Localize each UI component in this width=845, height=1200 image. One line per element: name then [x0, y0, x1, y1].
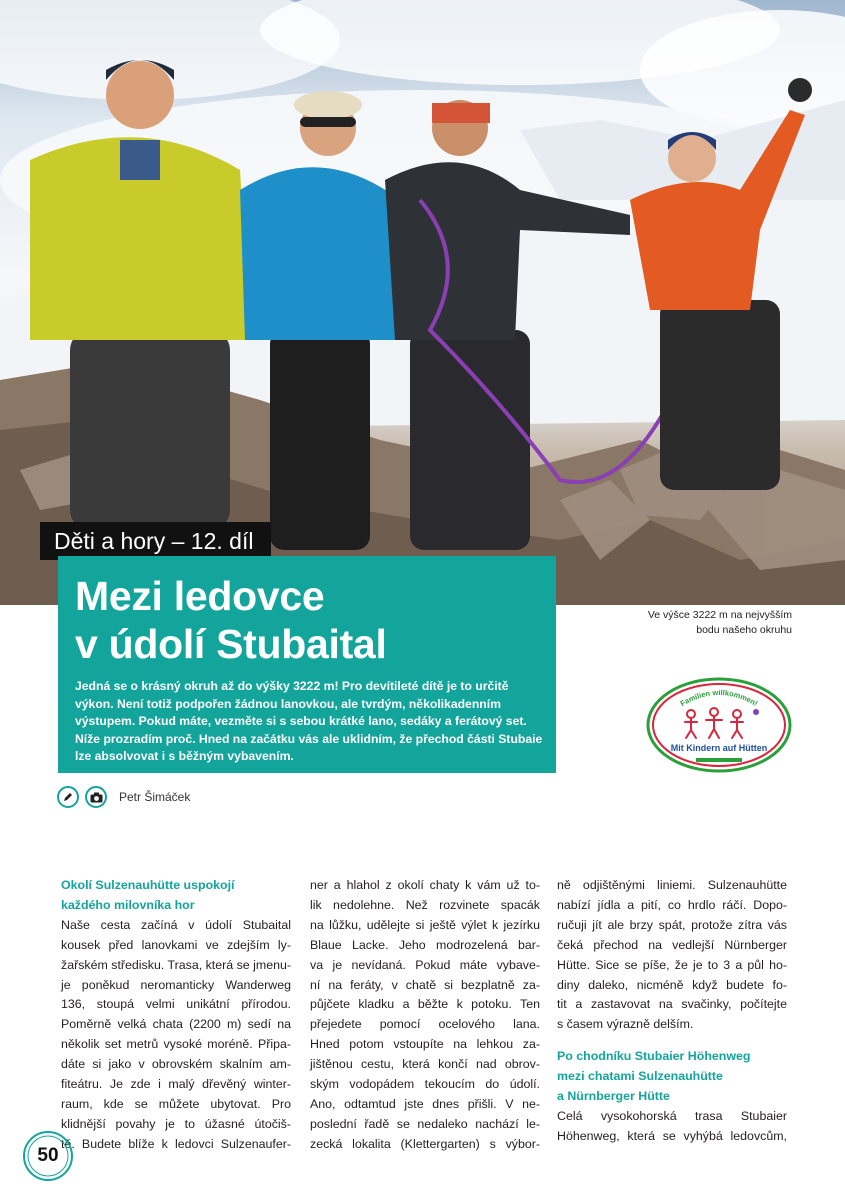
text-column-1 [61, 876, 291, 1155]
body-line: ní na feráty, v chatě si bezplatně za- [310, 977, 540, 992]
page-number: 50 [37, 1145, 59, 1166]
body-line: ručuji jít ale brzy spát, protože zítra vás [557, 917, 787, 932]
body-line: Naše cesta začíná v údolí Stubaital [61, 917, 291, 932]
body-line: dáte si jako v obrovském skalním am- [61, 1057, 291, 1072]
body-line: ně odjištěnými liniemi. Sulzenauhütte [557, 878, 787, 892]
familien-badge-logo [646, 676, 792, 774]
body-line: va je nevídaná. Pokud máte vybave- [310, 957, 540, 972]
body-line: lik nedolehne. Než rozvinete spacák [310, 897, 540, 912]
body-line: Celá vysokohorská trasa Stubaier [557, 1108, 787, 1123]
caption-line: Ve výšce 3222 m na nejvyšším [647, 609, 792, 621]
body-line: zecká lokalita (Klettergarten) s výbor- [310, 1136, 540, 1151]
author-line [57, 784, 190, 810]
photo-caption [610, 608, 792, 638]
body-line: Höhenweg, která se vyhýbá ledovcům, [557, 1128, 787, 1143]
body-line: nabízí jídla a pití, co hrdlo ráčí. Dopo- [557, 897, 787, 912]
article-title [75, 572, 387, 668]
section-gap [557, 1035, 787, 1047]
body-line: poslední řadě se nedaleko nachází le- [310, 1116, 540, 1131]
body-line: 136, stoupá velmi unikátní přírodou. [61, 997, 291, 1012]
body-line: diny daleko, nicméně když budete fo- [557, 977, 787, 992]
body-line: čeká přechod na vedlejší Nürnberger [557, 937, 787, 952]
body-line: je poněkud neromanticky Wanderweg [61, 977, 291, 992]
section-heading: mezi chatami Sulzenauhütte [557, 1069, 723, 1084]
title-box [58, 556, 556, 773]
camera-icon [85, 786, 107, 808]
body-line: Poměrně velká chata (2200 m) sedí na [61, 1017, 291, 1032]
lead-paragraph: Jedná se o krásný okruh až do výšky 3222 m! Pro devítileté dítě je to určitě výkon. Není totiž podpořen žádnou lanovkou, ale tvrdým, několikadenním výstupem. Pokud máte, vezměte si s sebou krátké lano, sedáky a ferátový set. Níže prozradím proč. Hned na začátku vás ale uklidním, že přechod části Stubaie lze absolvovat i s běžným vybavením. [75, 679, 543, 764]
body-line: tit a zastavovat na svačinky, počítejte [557, 997, 787, 1012]
body-line: přejedete pomocí ocelového lana. [310, 1017, 540, 1032]
body-line: tě. Budete blíže k ledovci Sulzenaufer- [61, 1136, 291, 1151]
text-column-3 [557, 876, 787, 1147]
section-heading: Okolí Sulzenauhütte uspokojí [61, 878, 235, 892]
page-number-badge [22, 1130, 74, 1182]
badge-main-text: Mit Kindern auf Hütten [670, 743, 768, 753]
body-line: Hütte. Sice se píše, že je to 3 a půl ho- [557, 957, 787, 972]
body-line: s časem výrazně delším. [557, 1017, 694, 1032]
body-line: půjčete kladku a běžte k potoku. Ten [310, 997, 540, 1012]
body-line: kousek před lanovkami ve zdejším ly- [61, 937, 291, 952]
badge-arc-text: Familien willkommen! [678, 687, 760, 709]
text-column-2 [310, 876, 540, 1155]
body-line: raum, kde se můžete ubytovat. Pro [61, 1096, 291, 1111]
author-name: Petr Šimáček [119, 790, 191, 804]
section-heading: každého milovníka hor [61, 897, 195, 912]
body-line: na lůžku, udělejte si ještě výlet k jezírku [310, 917, 540, 932]
body-line: žařském středisku. Trasa, která se jmenu- [61, 957, 291, 972]
title-line: v údolí Stubaital [75, 621, 387, 667]
section-heading: Po chodníku Stubaier Höhenweg [557, 1049, 751, 1064]
body-line: Blaue Lacke. Jeho modrozelená bar- [310, 937, 540, 952]
pen-icon [57, 786, 79, 808]
body-line: několik set metrů vysoké moréně. Připa- [61, 1037, 291, 1052]
series-tag: Děti a hory – 12. díl [40, 522, 271, 560]
body-line: ner a hlahol z okolí chaty k vám už to- [310, 878, 540, 892]
title-line: Mezi ledovce [75, 573, 325, 619]
body-line: ským vodopádem tekoucím do údolí. [310, 1077, 540, 1092]
body-line: fiteátru. Je zde i malý dřevěný winter- [61, 1077, 291, 1092]
body-line: Hned potom vstoupíte na lehkou za- [310, 1037, 540, 1052]
body-line: klidnější povahy je to úžasné útočiš- [61, 1116, 291, 1131]
caption-line: bodu našeho okruhu [696, 624, 792, 636]
body-line: Ano, odtamtud jste dnes přišli. V ne- [310, 1096, 540, 1111]
body-line: jištěnou cestu, která končí nad obrov- [310, 1057, 540, 1072]
section-heading: a Nürnberger Hütte [557, 1089, 670, 1104]
